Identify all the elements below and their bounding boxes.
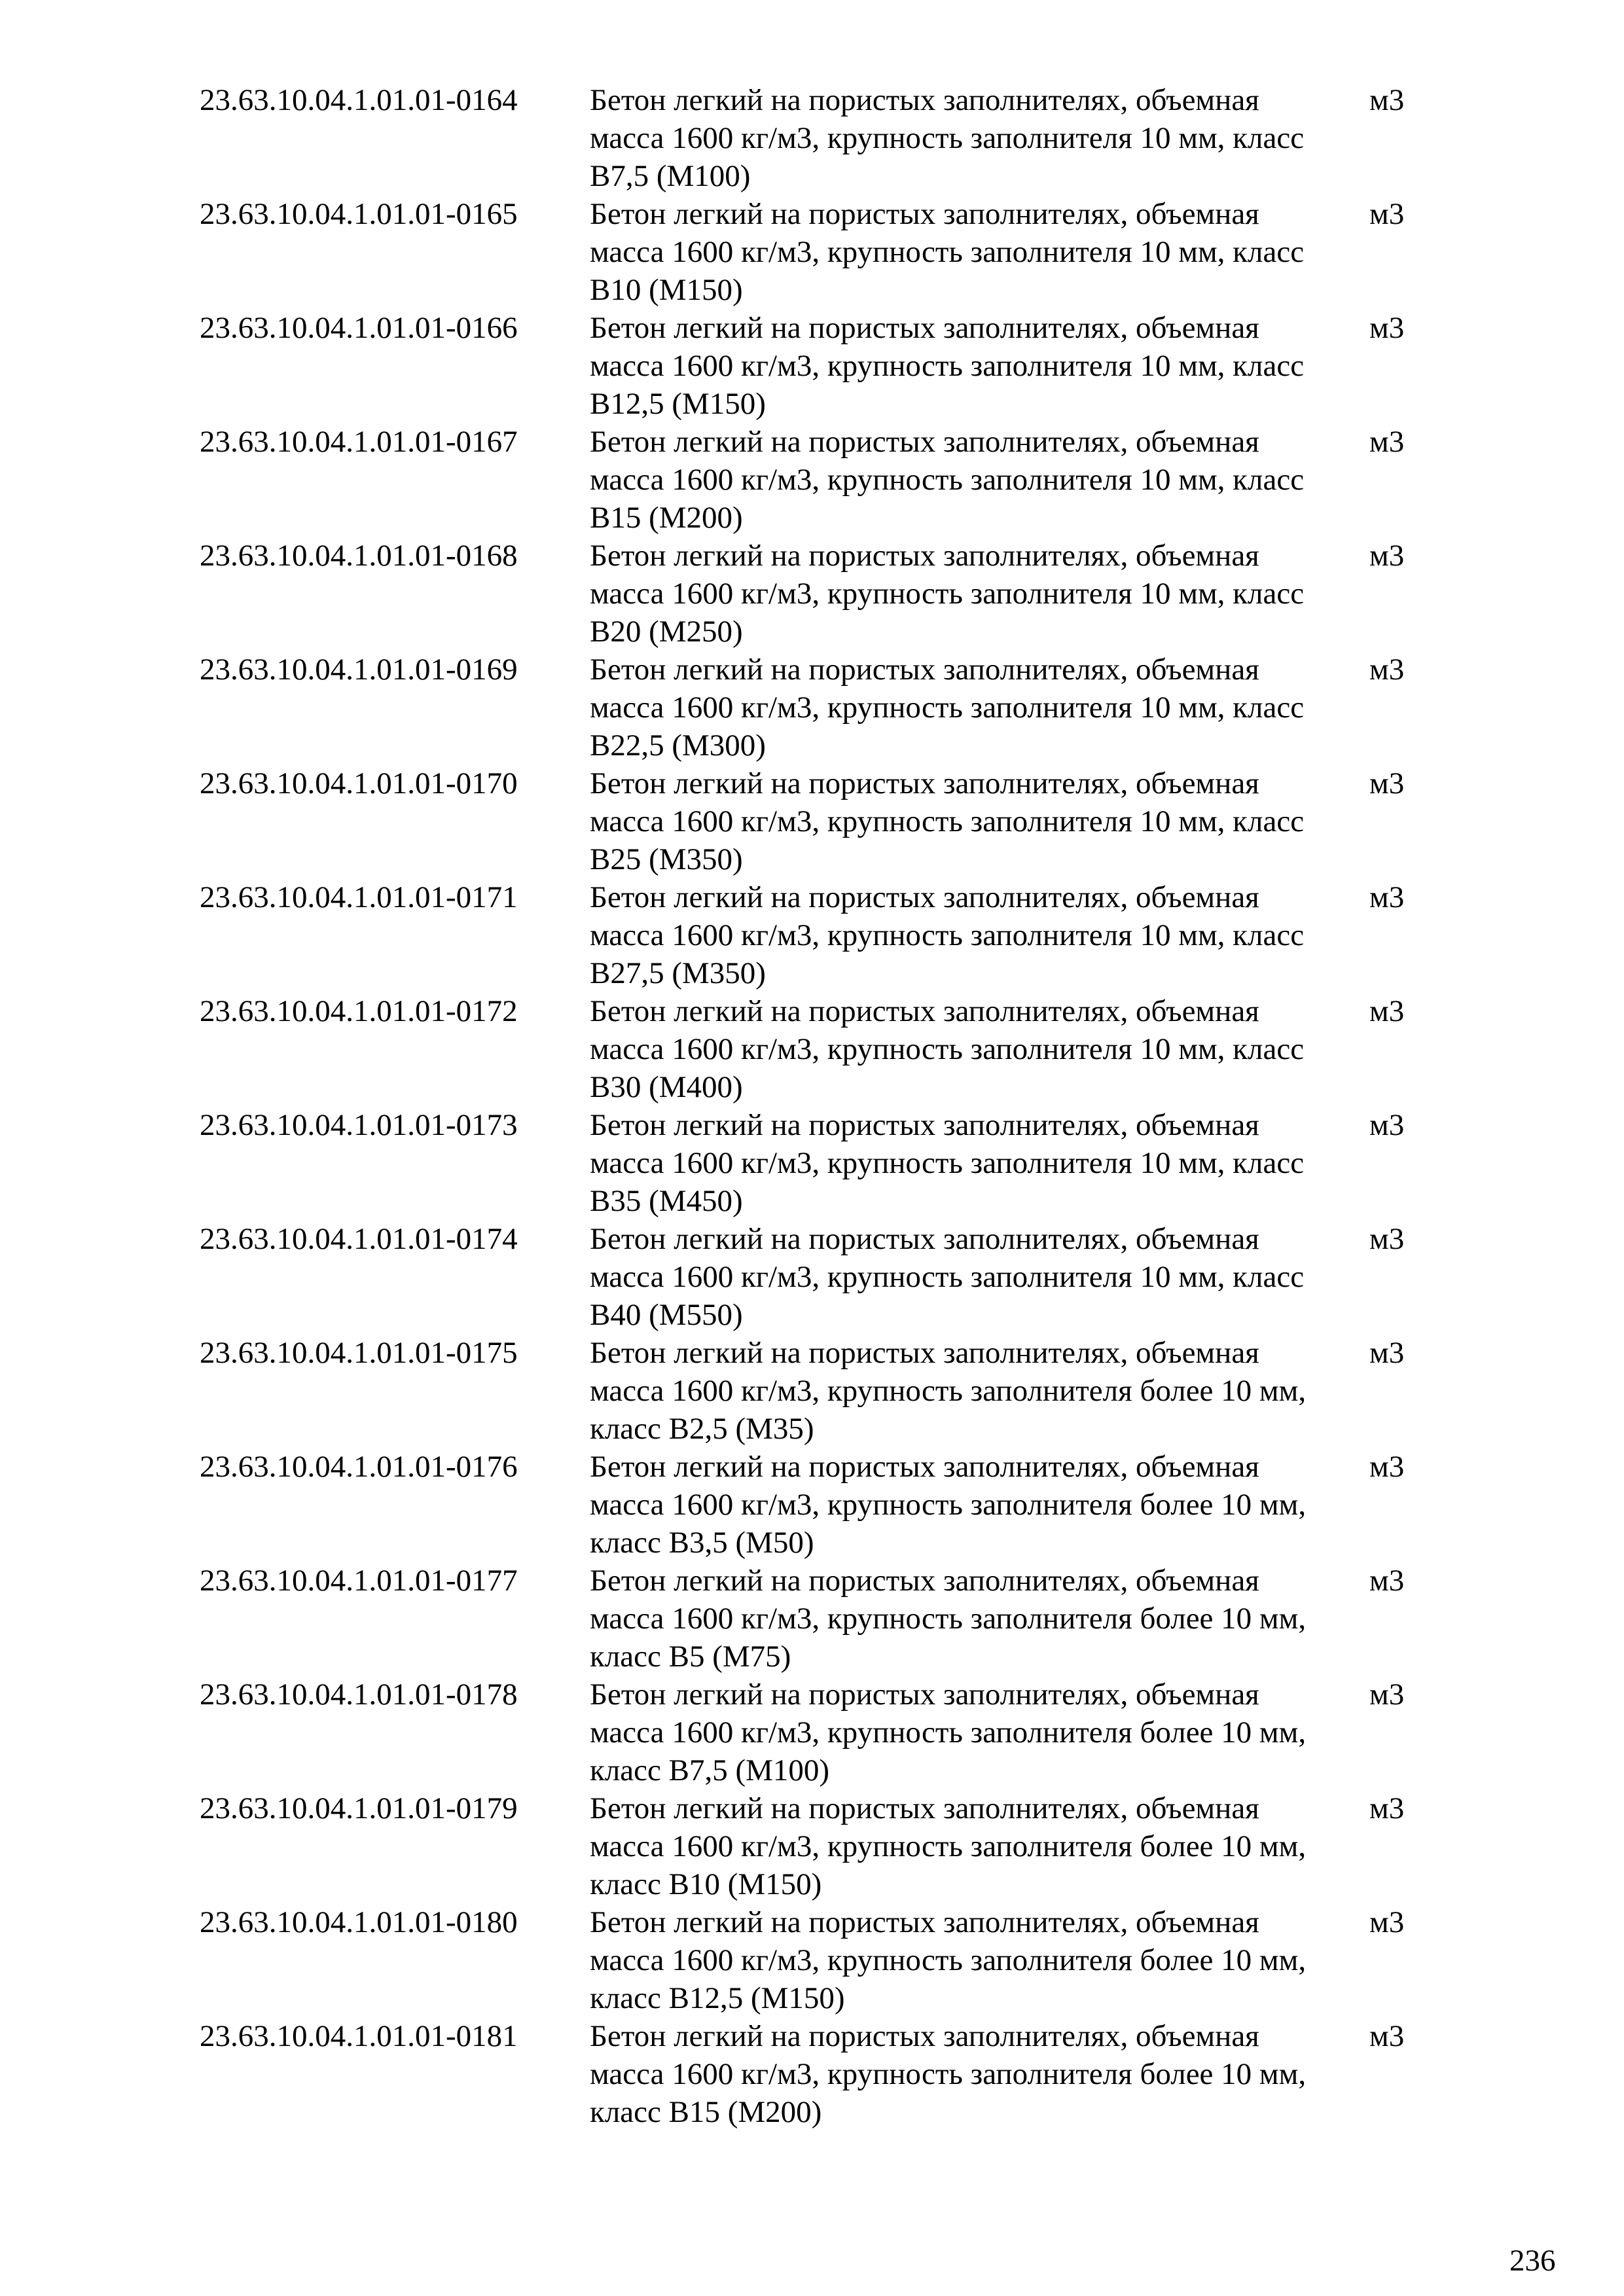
item-description	[590, 81, 1375, 195]
page-number: 236	[1509, 2244, 1556, 2278]
item-code: 23.63.10.04.1.01.01-0164	[200, 83, 518, 117]
item-description-line: Бетон легкий на пористых заполнителях, объемная	[590, 1677, 1259, 1712]
item-code: 23.63.10.04.1.01.01-0180	[200, 1905, 518, 1939]
item-description	[590, 1220, 1375, 1334]
item-description-line: Бетон легкий на пористых заполнителях, объемная	[590, 766, 1259, 800]
item-unit: м3	[1369, 1336, 1405, 1370]
item-description-line: масса 1600 кг/м3, крупность заполнителя 10 мм, класс	[590, 577, 1305, 611]
item-description-line: масса 1600 кг/м3, крупность заполнителя более 10 мм,	[590, 1488, 1307, 1522]
item-description-line: В40 (М550)	[590, 1298, 743, 1332]
item-unit: м3	[1369, 2019, 1405, 2053]
item-description-line: масса 1600 кг/м3, крупность заполнителя 10 мм, класс	[590, 349, 1305, 383]
item-description-line: В22,5 (М300)	[590, 728, 766, 762]
list-item	[0, 992, 1624, 1106]
item-code: 23.63.10.04.1.01.01-0169	[200, 653, 518, 687]
item-description	[590, 651, 1375, 764]
item-unit: м3	[1369, 1905, 1405, 1939]
item-unit: м3	[1369, 880, 1405, 914]
item-description-line: масса 1600 кг/м3, крупность заполнителя 10 мм, класс	[590, 691, 1305, 725]
item-unit: м3	[1369, 311, 1405, 345]
item-description-line: масса 1600 кг/м3, крупность заполнителя более 10 мм,	[590, 1602, 1307, 1636]
item-description	[590, 537, 1375, 651]
item-code: 23.63.10.04.1.01.01-0179	[200, 1791, 518, 1825]
item-code: 23.63.10.04.1.01.01-0168	[200, 539, 518, 573]
item-unit: м3	[1369, 766, 1405, 800]
item-description-line: В12,5 (М150)	[590, 387, 766, 421]
item-description-line: масса 1600 кг/м3, крупность заполнителя более 10 мм,	[590, 1829, 1307, 1863]
item-description-line: масса 1600 кг/м3, крупность заполнителя 10 мм, класс	[590, 121, 1305, 155]
item-description-line: Бетон легкий на пористых заполнителях, объемная	[590, 311, 1259, 345]
item-description-line: класс В7,5 (М100)	[590, 1753, 830, 1787]
item-unit: м3	[1369, 1791, 1405, 1825]
item-description-line: масса 1600 кг/м3, крупность заполнителя 10 мм, класс	[590, 918, 1305, 952]
item-unit: м3	[1369, 1108, 1405, 1142]
item-unit: м3	[1369, 1450, 1405, 1484]
item-description	[590, 195, 1375, 309]
item-description-line: масса 1600 кг/м3, крупность заполнителя 10 мм, класс	[590, 804, 1305, 838]
item-description-line: класс В2,5 (М35)	[590, 1412, 814, 1446]
item-description-line: класс В3,5 (М50)	[590, 1526, 814, 1560]
item-description-line: класс В12,5 (М150)	[590, 1981, 845, 2015]
item-description-line: масса 1600 кг/м3, крупность заполнителя более 10 мм,	[590, 1374, 1307, 1408]
item-description	[590, 309, 1375, 423]
item-description-line: В27,5 (М350)	[590, 956, 766, 990]
item-code: 23.63.10.04.1.01.01-0167	[200, 425, 518, 459]
item-code: 23.63.10.04.1.01.01-0177	[200, 1564, 518, 1598]
item-description-line: класс В15 (М200)	[590, 2095, 822, 2129]
item-description	[590, 423, 1375, 537]
item-description-line: Бетон легкий на пористых заполнителях, объемная	[590, 1108, 1259, 1142]
list-item	[0, 195, 1624, 309]
item-description-line: В10 (М150)	[590, 273, 743, 307]
item-description	[590, 1334, 1375, 1448]
item-description-line: Бетон легкий на пористых заполнителях, объемная	[590, 197, 1259, 231]
item-code: 23.63.10.04.1.01.01-0174	[200, 1222, 518, 1256]
item-description-line: Бетон легкий на пористых заполнителях, объемная	[590, 539, 1259, 573]
item-unit: м3	[1369, 197, 1405, 231]
item-description-line: Бетон легкий на пористых заполнителях, объемная	[590, 1791, 1259, 1825]
item-description-line: класс В10 (М150)	[590, 1867, 822, 1901]
item-description-line: масса 1600 кг/м3, крупность заполнителя более 10 мм,	[590, 1943, 1307, 1977]
item-code: 23.63.10.04.1.01.01-0175	[200, 1336, 518, 1370]
item-description	[590, 1106, 1375, 1220]
item-code: 23.63.10.04.1.01.01-0181	[200, 2019, 518, 2053]
item-description-line: класс В5 (М75)	[590, 1640, 791, 1674]
item-description-line: Бетон легкий на пористых заполнителях, объемная	[590, 2019, 1259, 2053]
item-description	[590, 1903, 1375, 2017]
item-description-line: масса 1600 кг/м3, крупность заполнителя 10 мм, класс	[590, 1032, 1305, 1066]
list-item	[0, 2017, 1624, 2131]
item-description	[590, 2017, 1375, 2131]
item-code: 23.63.10.04.1.01.01-0165	[200, 197, 518, 231]
item-description-line: Бетон легкий на пористых заполнителях, объемная	[590, 1222, 1259, 1256]
item-description-line: масса 1600 кг/м3, крупность заполнителя 10 мм, класс	[590, 463, 1305, 497]
item-description-line: В25 (М350)	[590, 842, 743, 876]
item-description	[590, 764, 1375, 878]
item-description-line: В7,5 (М100)	[590, 159, 751, 193]
item-description-line: Бетон легкий на пористых заполнителях, объемная	[590, 653, 1259, 687]
item-unit: м3	[1369, 425, 1405, 459]
item-description-line: Бетон легкий на пористых заполнителях, объемная	[590, 994, 1259, 1028]
item-code: 23.63.10.04.1.01.01-0176	[200, 1450, 518, 1484]
item-description-line: В15 (М200)	[590, 501, 743, 535]
item-description-line: Бетон легкий на пористых заполнителях, объемная	[590, 1905, 1259, 1939]
item-description-line: масса 1600 кг/м3, крупность заполнителя 10 мм, класс	[590, 1260, 1305, 1294]
item-description	[590, 1676, 1375, 1789]
item-description-line: В20 (М250)	[590, 615, 743, 649]
item-description-line: масса 1600 кг/м3, крупность заполнителя 10 мм, класс	[590, 235, 1305, 269]
list-item	[0, 1676, 1624, 1789]
list-item	[0, 423, 1624, 537]
item-unit: м3	[1369, 83, 1405, 117]
item-description-line: Бетон легкий на пористых заполнителях, объемная	[590, 1564, 1259, 1598]
item-code: 23.63.10.04.1.01.01-0178	[200, 1677, 518, 1712]
item-description-line: Бетон легкий на пористых заполнителях, объемная	[590, 880, 1259, 914]
item-description	[590, 992, 1375, 1106]
list-item	[0, 309, 1624, 423]
item-code: 23.63.10.04.1.01.01-0173	[200, 1108, 518, 1142]
list-item	[0, 1903, 1624, 2017]
list-item	[0, 1448, 1624, 1562]
item-code: 23.63.10.04.1.01.01-0171	[200, 880, 518, 914]
list-item	[0, 651, 1624, 764]
item-description	[590, 1448, 1375, 1562]
item-description	[590, 878, 1375, 992]
list-item	[0, 1789, 1624, 1903]
item-unit: м3	[1369, 1677, 1405, 1712]
item-description-line: В35 (М450)	[590, 1184, 743, 1218]
item-code: 23.63.10.04.1.01.01-0172	[200, 994, 518, 1028]
item-unit: м3	[1369, 1564, 1405, 1598]
item-unit: м3	[1369, 1222, 1405, 1256]
list-item	[0, 1334, 1624, 1448]
list-item	[0, 81, 1624, 195]
item-code: 23.63.10.04.1.01.01-0166	[200, 311, 518, 345]
item-unit: м3	[1369, 539, 1405, 573]
list-item	[0, 1106, 1624, 1220]
item-description-line: масса 1600 кг/м3, крупность заполнителя 10 мм, класс	[590, 1146, 1305, 1180]
item-description-line: Бетон легкий на пористых заполнителях, объемная	[590, 83, 1259, 117]
item-description-line: Бетон легкий на пористых заполнителях, объемная	[590, 425, 1259, 459]
item-description-line: В30 (М400)	[590, 1070, 743, 1104]
item-code: 23.63.10.04.1.01.01-0170	[200, 766, 518, 800]
item-description-line: Бетон легкий на пористых заполнителях, объемная	[590, 1450, 1259, 1484]
item-description-line: масса 1600 кг/м3, крупность заполнителя более 10 мм,	[590, 2057, 1307, 2091]
item-description-line: масса 1600 кг/м3, крупность заполнителя более 10 мм,	[590, 1715, 1307, 1749]
item-description	[590, 1562, 1375, 1676]
item-description-line: Бетон легкий на пористых заполнителях, объемная	[590, 1336, 1259, 1370]
item-unit: м3	[1369, 994, 1405, 1028]
list-item	[0, 878, 1624, 992]
item-unit: м3	[1369, 653, 1405, 687]
list-item	[0, 764, 1624, 878]
item-description	[590, 1789, 1375, 1903]
list-item	[0, 1562, 1624, 1676]
list-item	[0, 1220, 1624, 1334]
list-item	[0, 537, 1624, 651]
